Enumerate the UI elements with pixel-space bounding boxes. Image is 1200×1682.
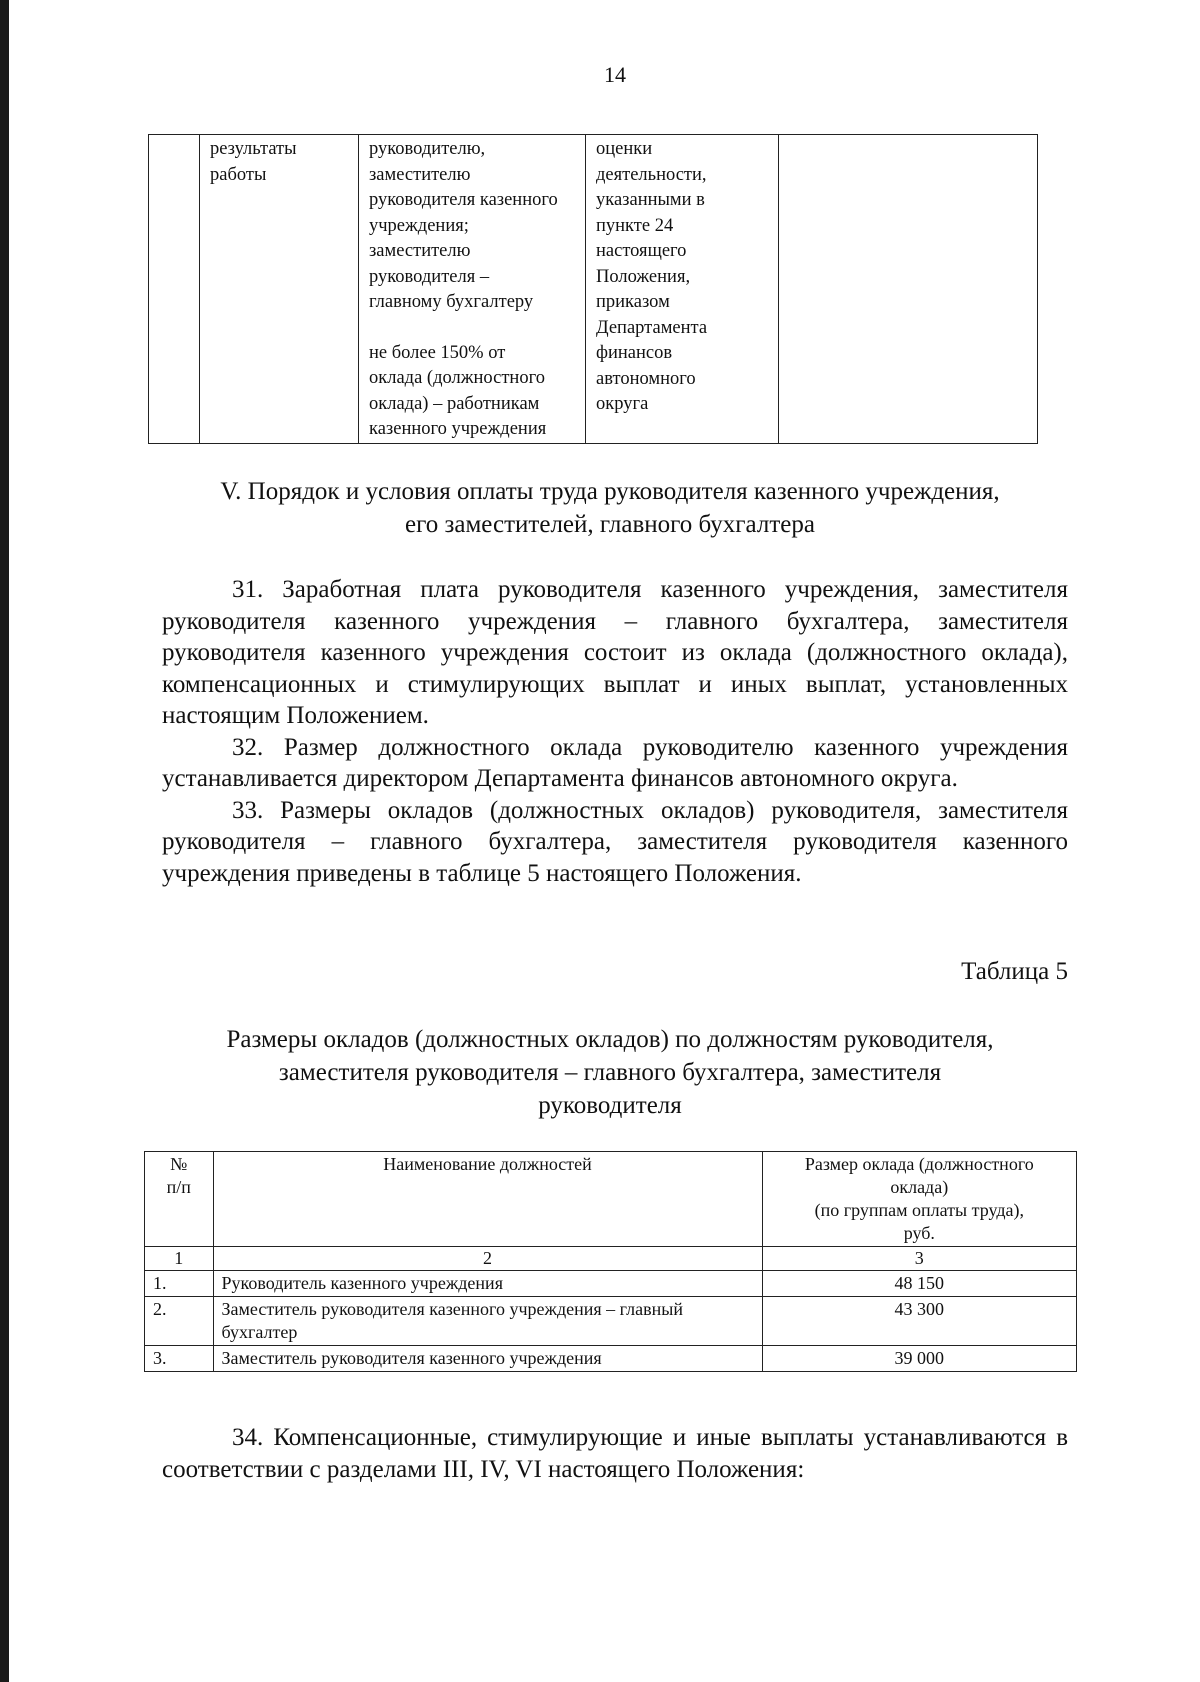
cell-line: главному бухгалтеру <box>369 292 534 312</box>
cell-line: работы <box>210 164 267 185</box>
paragraph-text: 31. Заработная плата руководителя казенного учреждения, заместителя руководителя казенного учреждения – главного бухгалтера, заместителя руководителя казенного учреждения состоит из оклада (должностного оклада), компенсационных и стимулирующих выплат и иных выплат, установленных настоящим Положением. <box>162 576 1068 729</box>
heading-line: его заместителей, главного бухгалтера <box>405 511 815 538</box>
paragraph-34 <box>162 1422 1068 1485</box>
continuation-table <box>148 134 1038 444</box>
header-line: оклада) <box>890 1177 949 1197</box>
cell-line: настоящего <box>596 241 687 261</box>
paragraph-31 <box>162 574 1068 889</box>
section-heading <box>150 475 1070 541</box>
row-num: 2. <box>145 1297 214 1346</box>
header-num <box>145 1152 214 1247</box>
title-line: заместителя руководителя – главного бухгалтера, заместителя <box>278 1059 942 1086</box>
title-line: Размеры окладов (должностных окладов) по должностям руководителя, <box>226 1026 994 1053</box>
table-header-row <box>145 1152 1077 1247</box>
cell-line: оклада (должностного <box>369 368 545 388</box>
cell-line: оценки <box>596 139 653 159</box>
table-cell-recipients <box>359 135 586 444</box>
paragraph-text: 33. Размеры окладов (должностных окладов) руководителя, заместителя руководителя – главного бухгалтера, заместителя руководителя казенного учреждения приведены в таблице 5 настоящего Положения. <box>162 796 1068 887</box>
cell-line: пункте 24 <box>596 215 674 236</box>
scan-edge <box>0 0 9 1682</box>
title-line: руководителя <box>538 1092 682 1119</box>
table-label: Таблица 5 <box>961 958 1068 985</box>
cell-line: руководителя казенного <box>369 190 558 210</box>
table-cell-criteria <box>586 135 779 444</box>
row-salary: 43 300 <box>762 1297 1076 1346</box>
cell-line: заместителю <box>369 241 471 261</box>
row-name: Заместитель руководителя казенного учреждения – главный бухгалтер <box>213 1297 762 1346</box>
table-row <box>145 1346 1077 1372</box>
cell-line: результаты <box>210 139 297 159</box>
cell-line: округа <box>596 394 649 414</box>
cell-line: деятельности, <box>596 164 707 185</box>
table-cell-empty <box>779 135 1038 444</box>
header-line: руб. <box>903 1223 935 1243</box>
table-title <box>180 1023 1040 1122</box>
row-salary: 39 000 <box>762 1346 1076 1372</box>
paragraph-text: 32. Размер должностного оклада руководителю казенного учреждения устанавливается директором Департамента финансов автономного округа. <box>162 733 1068 792</box>
cell-line: финансов <box>596 343 673 363</box>
cell-line: Департамента <box>596 317 708 338</box>
row-num: 1. <box>145 1271 214 1297</box>
table-cell-label <box>200 135 359 444</box>
cell-line: Положения, <box>596 266 691 287</box>
cell-line: казенного учреждения <box>369 419 547 439</box>
heading-line: V. Порядок и условия оплаты труда руководителя казенного учреждения, <box>220 478 1000 505</box>
cell-line: руководителю, <box>369 139 486 159</box>
page-number: 14 <box>604 62 626 87</box>
header-line: Размер оклада (должностного <box>804 1154 1034 1174</box>
header-line: (по группам оплаты труда), <box>814 1200 1024 1220</box>
header-line: п/п <box>166 1177 191 1197</box>
cell-gap <box>369 316 577 341</box>
row-num: 3. <box>145 1346 214 1372</box>
row-name: Заместитель руководителя казенного учреждения <box>213 1346 762 1372</box>
cell-line: учреждения; <box>369 215 469 236</box>
cell-line: заместителю <box>369 164 471 185</box>
cell-line: не более 150% от <box>369 342 506 363</box>
index-cell: 2 <box>213 1247 762 1271</box>
cell-line: руководителя – <box>369 266 490 287</box>
salary-table <box>144 1151 1077 1372</box>
header-name: Наименование должностей <box>213 1152 762 1247</box>
row-salary: 48 150 <box>762 1271 1076 1297</box>
cell-line: оклада) – работникам <box>369 393 540 414</box>
table-row <box>149 135 1038 444</box>
table-index-row <box>145 1247 1077 1271</box>
row-name: Руководитель казенного учреждения <box>213 1271 762 1297</box>
cell-line: приказом <box>596 292 670 312</box>
index-cell: 1 <box>145 1247 214 1271</box>
table-row <box>145 1297 1077 1346</box>
header-salary <box>762 1152 1076 1247</box>
header-line: № <box>170 1154 188 1174</box>
table-cell-empty <box>149 135 200 444</box>
cell-line: указанными в <box>596 190 705 210</box>
paragraph-text: 34. Компенсационные, стимулирующие и иные выплаты устанавливаются в соответствии с разделами III, IV, VI настоящего Положения: <box>162 1424 1068 1483</box>
cell-line: автономного <box>596 368 696 389</box>
table-row <box>145 1271 1077 1297</box>
index-cell: 3 <box>762 1247 1076 1271</box>
